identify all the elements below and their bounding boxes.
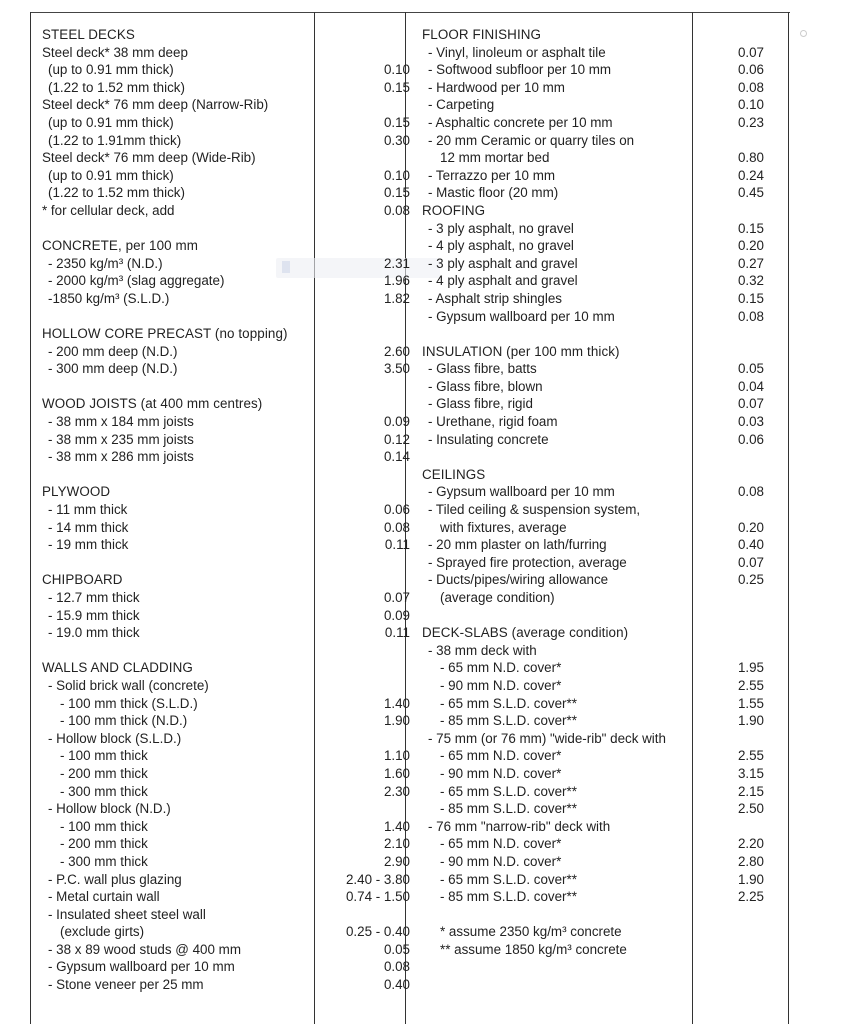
item-label: - 3 ply asphalt and gravel: [428, 255, 578, 271]
item-label: - Insulated sheet steel wall: [48, 906, 206, 922]
item-label: - Vinyl, linoleum or asphalt tile: [428, 44, 606, 60]
item-label: - 90 mm N.D. cover*: [440, 765, 562, 781]
load-value: 2.30: [383, 783, 410, 799]
load-row: [42, 202, 410, 220]
load-row: [42, 501, 410, 519]
item-label: (1.22 to 1.52 mm thick): [48, 79, 185, 95]
load-value: 0.08: [737, 308, 764, 324]
load-row: [422, 712, 764, 730]
load-row: [42, 871, 410, 889]
load-value: 3.15: [737, 765, 764, 781]
load-row: [42, 906, 410, 924]
load-value: 0.07: [737, 396, 764, 412]
load-value: 0.25 - 0.40: [345, 924, 410, 940]
load-row: [422, 818, 764, 836]
item-label: - Hardwood per 10 mm: [428, 79, 565, 95]
load-value: 2.25: [737, 889, 764, 905]
load-value: 2.55: [737, 677, 764, 693]
item-label: - 38 mm deck with: [428, 642, 537, 658]
item-label: - 11 mm thick: [48, 502, 128, 518]
load-row: [42, 783, 410, 801]
load-row: [422, 536, 764, 554]
load-value: 1.90: [737, 713, 764, 729]
load-value: 0.07: [737, 44, 764, 60]
load-row: [422, 519, 764, 537]
load-value: 2.80: [737, 853, 764, 869]
load-value: 0.07: [383, 590, 410, 605]
item-label: - Asphaltic concrete per 10 mm: [428, 114, 613, 130]
load-value: 0.08: [383, 519, 410, 535]
load-row: [42, 958, 410, 976]
load-row: [422, 853, 764, 871]
item-label: - Gypsum wallboard per 10 mm: [428, 308, 615, 324]
item-label: - 19 mm thick: [48, 537, 129, 553]
load-value: 0.04: [737, 378, 764, 394]
load-value: 0.09: [383, 414, 410, 430]
item-label: - 38 mm x 286 mm joists: [48, 449, 194, 465]
load-row: [422, 747, 764, 765]
section-header: [42, 659, 410, 677]
load-value: 2.55: [737, 748, 764, 764]
section-header: [422, 343, 764, 361]
load-value: 0.11: [384, 537, 410, 553]
section-header: [422, 26, 764, 44]
load-row: [42, 888, 410, 906]
load-row: [42, 79, 410, 97]
item-label: - 100 mm thick (N.D.): [60, 713, 188, 729]
load-value: 0.15: [383, 79, 410, 95]
item-label: - 200 mm deep (N.D.): [48, 343, 178, 359]
load-row: [422, 149, 764, 167]
load-row: [42, 132, 410, 150]
load-value: 0.06: [383, 502, 410, 518]
item-label: - 90 mm N.D. cover*: [440, 853, 562, 869]
load-value: 0.40: [383, 977, 410, 993]
item-label: - 20 mm plaster on lath/furring: [428, 537, 607, 553]
right-load-table: [422, 26, 764, 958]
item-label: - 300 mm thick: [60, 853, 148, 869]
item-label: - Metal curtain wall: [48, 889, 160, 905]
item-label: - 85 mm S.L.D. cover**: [440, 889, 577, 905]
margin-mark: [800, 30, 807, 37]
item-label: - 19.0 mm thick: [48, 625, 140, 641]
item-label: (average condition): [440, 590, 555, 605]
item-label: - Glass fibre, rigid: [428, 396, 533, 412]
load-row: [42, 695, 410, 713]
load-row: [42, 818, 410, 836]
load-value: 0.10: [383, 62, 410, 78]
load-value: 1.96: [383, 273, 410, 289]
item-label: - 100 mm thick: [60, 818, 148, 834]
load-row: [42, 730, 410, 748]
item-label: - Carpeting: [428, 97, 495, 113]
load-row: [42, 413, 410, 431]
load-row: [422, 114, 764, 132]
load-value: 2.90: [383, 853, 410, 869]
footnote: [422, 941, 764, 959]
item-label: Steel deck* 38 mm deep: [42, 44, 188, 60]
load-row: [422, 79, 764, 97]
item-label: - Urethane, rigid foam: [428, 414, 558, 430]
load-row: [42, 255, 410, 273]
section-title: CEILINGS: [422, 466, 486, 482]
item-label: - Terrazzo per 10 mm: [428, 167, 556, 183]
item-label: - 65 mm S.L.D. cover**: [440, 695, 577, 711]
item-label: Steel deck* 76 mm deep (Wide-Rib): [42, 150, 256, 166]
load-row: [422, 659, 764, 677]
section-header: [42, 325, 410, 343]
load-row: [422, 132, 764, 150]
load-value: 0.08: [737, 79, 764, 95]
section-header: [42, 395, 410, 413]
left-load-table: [42, 26, 410, 994]
section-title: CHIPBOARD: [42, 572, 123, 588]
item-label: - Solid brick wall (concrete): [48, 677, 209, 693]
item-label: - 75 mm (or 76 mm) "wide-rib" deck with: [428, 730, 666, 746]
item-label: - 3 ply asphalt, no gravel: [428, 220, 574, 236]
item-label: - 2000 kg/m³ (slag aggregate): [48, 273, 225, 289]
load-value: 2.15: [737, 783, 764, 799]
item-label: - 20 mm Ceramic or quarry tiles on: [428, 132, 635, 148]
section-title: FLOOR FINISHING: [422, 27, 542, 42]
item-label: 12 mm mortar bed: [440, 150, 550, 166]
load-row: [422, 800, 764, 818]
load-value: 0.30: [383, 132, 410, 148]
load-value: 0.45: [737, 185, 764, 201]
load-value: 0.74 - 1.50: [345, 889, 410, 905]
load-row: [422, 501, 764, 519]
item-label: (up to 0.91 mm thick): [48, 62, 174, 78]
load-value: 0.32: [737, 273, 764, 289]
load-value: 1.60: [383, 765, 410, 781]
item-label: - 14 mm thick: [48, 519, 129, 535]
load-value: 0.06: [737, 62, 764, 78]
load-row: [422, 290, 764, 308]
load-value: 1.40: [383, 818, 410, 834]
load-row: [422, 677, 764, 695]
load-value: 0.14: [383, 449, 410, 465]
item-label: (1.22 to 1.52 mm thick): [48, 185, 185, 201]
load-value: 1.90: [383, 713, 410, 729]
load-row: [42, 290, 410, 308]
load-value: 3.50: [383, 361, 410, 377]
item-label: - 90 mm N.D. cover*: [440, 677, 562, 693]
load-value: 0.12: [383, 431, 410, 447]
item-label: - 100 mm thick: [60, 748, 148, 764]
load-value: 2.40 - 3.80: [345, 871, 410, 887]
load-value: 2.20: [737, 836, 764, 852]
section-title: HOLLOW CORE PRECAST (no topping): [42, 326, 288, 342]
load-row: [42, 853, 410, 871]
item-label: - 85 mm S.L.D. cover**: [440, 713, 577, 729]
item-label: - 85 mm S.L.D. cover**: [440, 801, 577, 817]
load-value: 1.40: [383, 695, 410, 711]
load-row: [422, 220, 764, 238]
load-value: 0.11: [384, 625, 410, 641]
footnote: [422, 923, 764, 941]
item-label: -1850 kg/m³ (S.L.D.): [48, 290, 170, 306]
item-label: (1.22 to 1.91mm thick): [48, 132, 182, 148]
load-row: [422, 167, 764, 185]
load-row: [42, 607, 410, 625]
load-row: [42, 149, 410, 167]
item-label: - 15.9 mm thick: [48, 607, 140, 623]
load-row: [422, 308, 764, 326]
load-value: 0.03: [737, 414, 764, 430]
load-row: [422, 888, 764, 906]
load-value: 2.50: [737, 801, 764, 817]
load-row: [422, 184, 764, 202]
item-label: - Mastic floor (20 mm): [428, 185, 559, 201]
load-row: [422, 642, 764, 660]
load-value: 0.15: [383, 114, 410, 130]
section-header: [42, 26, 410, 44]
item-label: - Hollow block (S.L.D.): [48, 730, 182, 746]
item-label: - 4 ply asphalt and gravel: [428, 273, 578, 289]
section-title: WALLS AND CLADDING: [42, 660, 193, 676]
load-row: [42, 431, 410, 449]
item-label: * assume 2350 kg/m³ concrete: [440, 924, 622, 940]
section-header: [42, 571, 410, 589]
item-label: - 300 mm thick: [60, 783, 148, 799]
item-label: (up to 0.91 mm thick): [48, 167, 174, 183]
item-label: with fixtures, average: [440, 519, 567, 535]
load-value: 0.80: [737, 150, 764, 166]
item-label: - 2350 kg/m³ (N.D.): [48, 255, 163, 271]
load-value: 0.09: [383, 607, 410, 623]
load-row: [42, 536, 410, 554]
load-row: [422, 360, 764, 378]
load-value: 0.27: [737, 255, 764, 271]
load-row: [422, 61, 764, 79]
section-title: ROOFING: [422, 202, 486, 218]
load-row: [42, 747, 410, 765]
item-label: - 300 mm deep (N.D.): [48, 361, 178, 377]
section-title: WOOD JOISTS (at 400 mm centres): [42, 396, 263, 412]
section-header: [422, 466, 764, 484]
table-top-border: [30, 12, 790, 13]
item-label: - 65 mm N.D. cover*: [440, 660, 562, 676]
load-row: [422, 378, 764, 396]
item-label: (up to 0.91 mm thick): [48, 114, 174, 130]
load-row: [42, 184, 410, 202]
load-row: [422, 44, 764, 62]
item-label: - 38 x 89 wood studs @ 400 mm: [48, 941, 241, 957]
item-label: - 65 mm N.D. cover*: [440, 748, 562, 764]
load-row: [422, 395, 764, 413]
load-value: 0.05: [737, 361, 764, 377]
load-row: [422, 730, 764, 748]
load-row: [42, 44, 410, 62]
section-title: STEEL DECKS: [42, 27, 135, 42]
item-label: * for cellular deck, add: [42, 202, 175, 218]
item-label: - Sprayed fire protection, average: [428, 554, 627, 570]
item-label: - 65 mm S.L.D. cover**: [440, 783, 577, 799]
item-label: - Hollow block (N.D.): [48, 801, 171, 817]
load-value: 0.10: [737, 97, 764, 113]
section-title: INSULATION (per 100 mm thick): [422, 343, 620, 359]
load-row: [42, 923, 410, 941]
load-value: 2.10: [383, 836, 410, 852]
item-label: - Glass fibre, batts: [428, 361, 537, 377]
load-value: 0.10: [383, 167, 410, 183]
load-value: 0.20: [737, 519, 764, 535]
item-label: - 200 mm thick: [60, 836, 148, 852]
section-title: DECK-SLABS (average condition): [422, 625, 629, 641]
section-header: [42, 483, 410, 501]
load-value: 2.31: [383, 255, 410, 271]
item-label: - 65 mm S.L.D. cover**: [440, 871, 577, 887]
load-row: [42, 61, 410, 79]
load-row: [422, 871, 764, 889]
load-row: [422, 554, 764, 572]
item-label: ** assume 1850 kg/m³ concrete: [440, 941, 627, 957]
load-row: [422, 255, 764, 273]
load-value: 0.40: [737, 537, 764, 553]
item-label: - 65 mm N.D. cover*: [440, 836, 562, 852]
item-label: - Tiled ceiling & suspension system,: [428, 502, 641, 518]
load-row: [42, 360, 410, 378]
load-value: 1.95: [737, 660, 764, 676]
item-label: - 200 mm thick: [60, 765, 148, 781]
load-row: [422, 589, 764, 607]
load-row: [42, 167, 410, 185]
load-row: [42, 448, 410, 466]
load-row: [42, 519, 410, 537]
item-label: - Glass fibre, blown: [428, 378, 543, 394]
load-row: [42, 589, 410, 607]
load-row: [42, 272, 410, 290]
load-row: [422, 835, 764, 853]
load-value: 0.23: [737, 114, 764, 130]
load-row: [42, 114, 410, 132]
load-row: [422, 483, 764, 501]
load-value: 0.24: [737, 167, 764, 183]
section-header: [422, 624, 764, 642]
load-value: 2.60: [383, 343, 410, 359]
load-row: [422, 237, 764, 255]
load-row: [422, 431, 764, 449]
item-label: - P.C. wall plus glazing: [48, 871, 182, 887]
load-row: [422, 695, 764, 713]
load-value: 0.08: [383, 202, 410, 218]
load-row: [422, 571, 764, 589]
load-value: 0.05: [383, 941, 410, 957]
load-row: [42, 941, 410, 959]
load-value: 0.20: [737, 238, 764, 254]
item-label: - 76 mm "narrow-rib" deck with: [428, 818, 611, 834]
load-row: [42, 800, 410, 818]
load-value: 0.06: [737, 431, 764, 447]
item-label: - 4 ply asphalt, no gravel: [428, 238, 574, 254]
item-label: - Gypsum wallboard per 10 mm: [428, 484, 615, 500]
table-border-right: [788, 12, 789, 1024]
load-value: 0.25: [737, 572, 764, 588]
item-label: (exclude girts): [60, 924, 145, 940]
section-header: [422, 202, 764, 220]
load-row: [422, 96, 764, 114]
section-title: CONCRETE, per 100 mm: [42, 238, 199, 254]
load-row: [42, 343, 410, 361]
load-row: [42, 976, 410, 994]
load-row: [42, 765, 410, 783]
load-row: [422, 272, 764, 290]
section-header: [42, 237, 410, 255]
load-row: [42, 712, 410, 730]
load-value: 1.82: [383, 290, 410, 306]
section-title: PLYWOOD: [42, 484, 111, 500]
load-value: 0.08: [383, 959, 410, 975]
load-row: [42, 96, 410, 114]
item-label: - 38 mm x 235 mm joists: [48, 431, 194, 447]
item-label: - 38 mm x 184 mm joists: [48, 414, 194, 430]
item-label: - 12.7 mm thick: [48, 590, 140, 605]
table-border-left: [30, 12, 31, 1024]
item-label: - Asphalt strip shingles: [428, 290, 562, 306]
item-label: - 100 mm thick (S.L.D.): [60, 695, 198, 711]
load-value: 0.07: [737, 554, 764, 570]
item-label: - Softwood subfloor per 10 mm: [428, 62, 612, 78]
item-label: - Insulating concrete: [428, 431, 549, 447]
load-value: 0.15: [737, 290, 764, 306]
load-value: 0.08: [737, 484, 764, 500]
load-value: 1.90: [737, 871, 764, 887]
item-label: - Ducts/pipes/wiring allowance: [428, 572, 609, 588]
load-row: [422, 413, 764, 431]
load-row: [422, 783, 764, 801]
load-value: 1.10: [383, 748, 410, 764]
item-label: - Gypsum wallboard per 10 mm: [48, 959, 235, 975]
load-row: [42, 624, 410, 642]
load-value: 0.15: [737, 220, 764, 236]
item-label: Steel deck* 76 mm deep (Narrow-Rib): [42, 97, 269, 113]
load-value: 1.55: [737, 695, 764, 711]
load-value: 0.15: [383, 185, 410, 201]
load-row: [422, 765, 764, 783]
item-label: - Stone veneer per 25 mm: [48, 977, 204, 993]
load-row: [42, 677, 410, 695]
load-row: [42, 835, 410, 853]
